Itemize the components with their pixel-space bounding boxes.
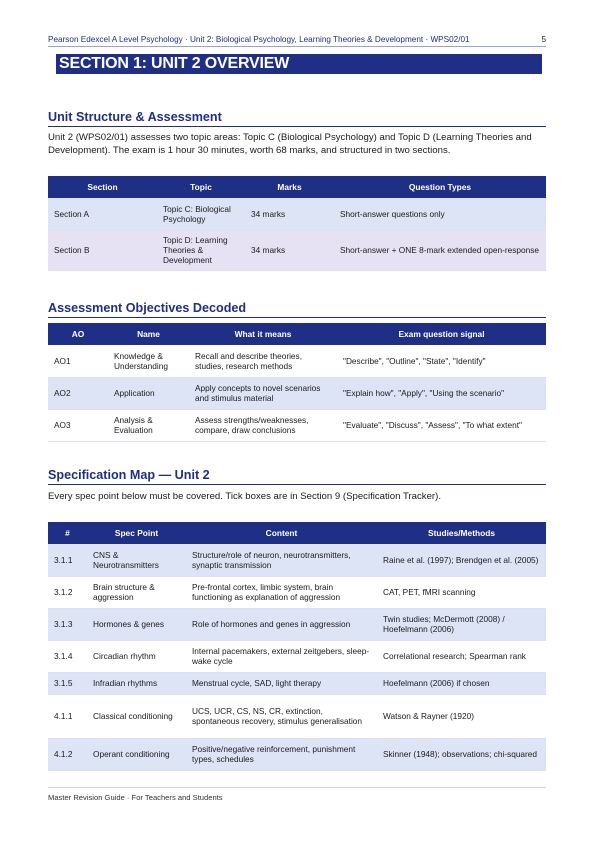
column-header: Question Types — [334, 176, 546, 198]
table-cell: 34 marks — [245, 198, 334, 230]
table-header-row — [48, 323, 546, 345]
table-row — [48, 544, 546, 576]
running-title: Pearson Edexcel A Level Psychology · Unit 2: Biological Psychology, Learning Theories & Development · WPS02/01 — [48, 35, 470, 44]
table-cell: 3.1.4 — [48, 640, 87, 672]
table-cell: "Explain how", "Apply", "Using the scenario" — [337, 377, 546, 409]
running-header — [48, 35, 546, 44]
table-cell: Operant conditioning — [87, 738, 186, 770]
table-row — [48, 576, 546, 608]
table-cell: Hormones & genes — [87, 608, 186, 640]
table-row — [48, 672, 546, 694]
heading-divider — [48, 126, 546, 127]
table-cell: 3.1.3 — [48, 608, 87, 640]
unit-structure-table — [48, 176, 546, 271]
table-cell: Pre-frontal cortex, limbic system, brain functioning as explanation of aggression — [186, 576, 377, 608]
table-cell: Brain structure & aggression — [87, 576, 186, 608]
heading-divider — [48, 484, 546, 485]
table-row — [48, 198, 546, 230]
table-cell: 3.1.1 — [48, 544, 87, 576]
page-number: 5 — [541, 35, 546, 44]
table-cell: UCS, UCR, CS, NS, CR, extinction, spontaneous recovery, stimulus generalisation — [186, 694, 377, 738]
spec-map-table — [48, 522, 546, 771]
table-cell: "Describe", "Outline", "State", "Identify" — [337, 345, 546, 377]
column-header: Content — [186, 522, 377, 544]
spec-map-intro: Every spec point below must be covered. Tick boxes are in Section 9 (Specification Tracker). — [48, 491, 441, 502]
table-header-row — [48, 176, 546, 198]
table-cell: "Evaluate", "Discuss", "Assess", "To what extent" — [337, 409, 546, 441]
table-cell: Internal pacemakers, external zeitgebers, sleep-wake cycle — [186, 640, 377, 672]
table-row — [48, 409, 546, 441]
table-cell: Correlational research; Spearman rank — [377, 640, 546, 672]
table-cell: AO1 — [48, 345, 108, 377]
unit-structure-intro: Unit 2 (WPS02/01) assesses two topic areas: Topic C (Biological Psychology) and Topic D (Learning Theories and Development). The exam is 1 hour 30 minutes, worth 68 marks, and structured in two sections. — [48, 132, 532, 156]
table-cell: Section B — [48, 230, 157, 270]
column-header: Marks — [245, 176, 334, 198]
column-header: Topic — [157, 176, 245, 198]
table-cell: Short-answer questions only — [334, 198, 546, 230]
table-cell: AO3 — [48, 409, 108, 441]
table-cell: Positive/negative reinforcement, punishment types, schedules — [186, 738, 377, 770]
table-row — [48, 230, 546, 270]
column-header: Studies/Methods — [377, 522, 546, 544]
table-cell: Application — [108, 377, 189, 409]
column-header: # — [48, 522, 87, 544]
table-cell: Twin studies; McDermott (2008) / Hoefelmann (2006) — [377, 608, 546, 640]
table-cell: 4.1.2 — [48, 738, 87, 770]
table-cell: Topic D: Learning Theories & Development — [157, 230, 245, 270]
table-row — [48, 738, 546, 770]
table-row — [48, 377, 546, 409]
page-footer: Master Revision Guide · For Teachers and Students — [48, 793, 223, 802]
table-cell: Watson & Rayner (1920) — [377, 694, 546, 738]
table-cell: Hoefelmann (2006) if chosen — [377, 672, 546, 694]
column-header: Exam question signal — [337, 323, 546, 345]
table-cell: Analysis & Evaluation — [108, 409, 189, 441]
table-cell: Recall and describe theories, studies, research methods — [189, 345, 337, 377]
table-row — [48, 345, 546, 377]
unit-structure-heading: Unit Structure & Assessment — [48, 110, 222, 124]
table-header-row — [48, 522, 546, 544]
table-cell: AO2 — [48, 377, 108, 409]
column-header: Name — [108, 323, 189, 345]
objectives-table — [48, 323, 546, 442]
table-cell: CAT, PET, fMRI scanning — [377, 576, 546, 608]
table-cell: 3.1.5 — [48, 672, 87, 694]
table-cell: 3.1.2 — [48, 576, 87, 608]
table-cell: Circadian rhythm — [87, 640, 186, 672]
footer-divider — [48, 787, 546, 788]
table-cell: Topic C: Biological Psychology — [157, 198, 245, 230]
table-row — [48, 694, 546, 738]
column-header: Spec Point — [87, 522, 186, 544]
column-header: Section — [48, 176, 157, 198]
table-cell: Classical conditioning — [87, 694, 186, 738]
table-cell: Assess strengths/weaknesses, compare, draw conclusions — [189, 409, 337, 441]
column-header: What it means — [189, 323, 337, 345]
heading-divider — [48, 317, 546, 318]
table-cell: 34 marks — [245, 230, 334, 270]
table-cell: Menstrual cycle, SAD, light therapy — [186, 672, 377, 694]
table-row — [48, 608, 546, 640]
spec-map-heading: Specification Map — Unit 2 — [48, 468, 210, 482]
table-cell: Role of hormones and genes in aggression — [186, 608, 377, 640]
table-cell: Infradian rhythms — [87, 672, 186, 694]
table-row — [48, 640, 546, 672]
table-cell: Apply concepts to novel scenarios and stimulus material — [189, 377, 337, 409]
table-cell: Raine et al. (1997); Brendgen et al. (2005) — [377, 544, 546, 576]
table-cell: Short-answer + ONE 8-mark extended open-response — [334, 230, 546, 270]
table-cell: Knowledge & Understanding — [108, 345, 189, 377]
section-title: SECTION 1: UNIT 2 OVERVIEW — [56, 54, 542, 74]
header-divider — [48, 46, 546, 47]
table-cell: CNS & Neurotransmitters — [87, 544, 186, 576]
table-cell: Section A — [48, 198, 157, 230]
column-header: AO — [48, 323, 108, 345]
table-cell: 4.1.1 — [48, 694, 87, 738]
table-cell: Structure/role of neuron, neurotransmitters, synaptic transmission — [186, 544, 377, 576]
objectives-heading: Assessment Objectives Decoded — [48, 301, 247, 315]
table-cell: Skinner (1948); observations; chi-squared — [377, 738, 546, 770]
